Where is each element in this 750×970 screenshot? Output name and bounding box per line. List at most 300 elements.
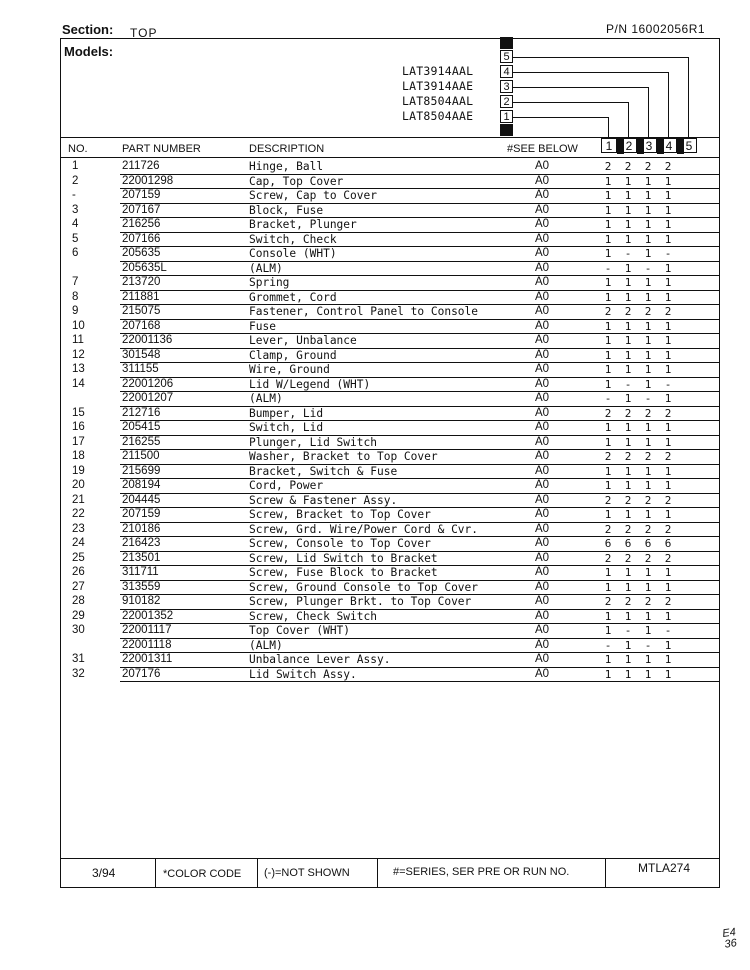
model-quantity: 1 xyxy=(624,261,632,275)
model-quantity: 2 xyxy=(604,406,612,420)
model-quantity: 1 xyxy=(664,638,672,652)
model-quantity: - xyxy=(624,247,632,260)
model-quantity: 1 xyxy=(664,334,672,347)
footer-doc-code: MTLA274 xyxy=(638,861,691,875)
model-quantity: 2 xyxy=(644,493,652,507)
part-description: Lid W/Legend (WHT) xyxy=(249,377,371,391)
part-number: 22001117 xyxy=(122,624,172,636)
model-connector xyxy=(513,57,688,58)
item-number: 31 xyxy=(72,653,85,665)
col-no-header: NO. xyxy=(68,143,88,155)
part-description: Fastener, Control Panel to Console xyxy=(249,305,479,318)
part-description: Screw, Ground Console to Top Cover xyxy=(249,580,479,594)
model-connector xyxy=(608,117,609,137)
part-description: Bumper, Lid xyxy=(249,406,324,420)
part-description: Wire, Ground xyxy=(249,363,330,376)
model-quantity: 1 xyxy=(664,232,672,246)
section-label: Section: xyxy=(62,22,114,37)
model-quantity: - xyxy=(604,392,612,405)
model-quantity: 1 xyxy=(644,319,652,333)
model-quantity: 1 xyxy=(644,609,652,623)
model-quantity: 1 xyxy=(624,348,632,362)
model-quantity: 6 xyxy=(604,537,612,550)
item-number: 18 xyxy=(72,450,85,462)
item-number: 17 xyxy=(72,435,85,448)
part-number: 216256 xyxy=(122,218,161,230)
model-quantity: 1 xyxy=(604,174,612,188)
model-box: 4 xyxy=(500,65,513,78)
part-number: 910182 xyxy=(122,595,161,607)
part-description: Switch, Lid xyxy=(249,421,324,434)
item-number: - xyxy=(72,189,76,201)
see-below-code: A0 xyxy=(535,667,550,680)
model-quantity: 6 xyxy=(624,537,632,550)
model-quantity: 6 xyxy=(664,537,672,550)
model-quantity: 2 xyxy=(624,551,632,565)
model-quantity: 1 xyxy=(644,276,652,289)
model-quantity: - xyxy=(604,638,612,652)
model-name: LAT3914AAL xyxy=(402,64,474,78)
model-quantity: 1 xyxy=(624,290,632,304)
model-quantity: 1 xyxy=(664,276,672,289)
model-quantity: 2 xyxy=(664,522,672,536)
part-number: 205415 xyxy=(122,421,161,433)
model-quantity: 1 xyxy=(624,566,632,579)
footer-color-code: *COLOR CODE xyxy=(163,868,242,880)
part-number: 207176 xyxy=(122,667,161,680)
col-part-number-header: PART NUMBER xyxy=(122,143,201,155)
part-number: 207159 xyxy=(122,508,161,520)
model-quantity: 2 xyxy=(624,595,632,608)
see-below-code: A0 xyxy=(535,174,550,187)
model-quantity: 2 xyxy=(644,305,652,318)
see-below-code: A0 xyxy=(535,232,550,245)
part-description: Screw, Grd. Wire/Power Cord & Cvr. xyxy=(249,522,479,536)
model-box: 2 xyxy=(500,95,513,108)
model-quantity: 2 xyxy=(604,493,612,507)
see-below-code: A0 xyxy=(535,537,550,549)
model-quantity: 1 xyxy=(604,667,612,681)
model-quantity: 1 xyxy=(624,174,632,188)
model-quantity: 2 xyxy=(664,160,672,173)
see-below-code: A0 xyxy=(535,450,550,462)
footer-top-rule xyxy=(60,858,720,859)
model-quantity: 2 xyxy=(664,493,672,507)
item-number: 21 xyxy=(72,493,85,506)
model-quantity: 1 xyxy=(604,319,612,333)
model-connector xyxy=(688,57,689,137)
model-quantity: 2 xyxy=(624,305,632,318)
see-below-code: A0 xyxy=(535,493,550,506)
model-quantity: 2 xyxy=(604,551,612,565)
model-quantity: 1 xyxy=(664,203,672,217)
part-number: 216423 xyxy=(122,537,161,549)
model-quantity: 1 xyxy=(664,319,672,333)
header-bottom-rule xyxy=(60,157,720,158)
model-quantity: 1 xyxy=(604,189,612,202)
see-below-code: A0 xyxy=(535,276,550,288)
see-below-code: A0 xyxy=(535,435,550,448)
model-quantity: 1 xyxy=(624,508,632,521)
part-number: 216255 xyxy=(122,435,161,448)
item-number: 15 xyxy=(72,406,85,419)
model-quantity: 1 xyxy=(604,609,612,623)
model-connector xyxy=(513,72,668,73)
model-box: 3 xyxy=(500,80,513,93)
model-quantity: 2 xyxy=(644,595,652,608)
model-quantity: 2 xyxy=(644,160,652,173)
item-number: 30 xyxy=(72,624,85,636)
item-number: 14 xyxy=(72,377,85,390)
model-quantity: 1 xyxy=(604,290,612,304)
part-number: 212716 xyxy=(122,406,161,419)
part-number: 22001207 xyxy=(122,392,174,404)
model-quantity: 1 xyxy=(664,508,672,521)
part-number: 22001298 xyxy=(122,174,174,187)
part-number: 215075 xyxy=(122,305,161,317)
model-quantity: 2 xyxy=(624,493,632,507)
model-quantity: - xyxy=(664,377,672,391)
see-below-code: A0 xyxy=(535,261,550,274)
see-below-code: A0 xyxy=(535,218,550,230)
part-description: Screw, Plunger Brkt. to Top Cover xyxy=(249,595,472,608)
item-number: 2 xyxy=(72,174,79,187)
model-quantity: 1 xyxy=(644,290,652,304)
model-quantity: 2 xyxy=(604,160,612,173)
model-quantity: 2 xyxy=(644,406,652,420)
model-connector xyxy=(628,102,629,137)
model-quantity: 1 xyxy=(644,218,652,231)
see-below-code: A0 xyxy=(535,319,550,332)
model-quantity: 1 xyxy=(644,580,652,594)
see-below-code: A0 xyxy=(535,334,550,346)
part-number: 22001352 xyxy=(122,609,174,622)
part-description: (ALM) xyxy=(249,261,283,275)
part-description: Screw, Bracket to Top Cover xyxy=(249,508,431,521)
part-number: 22001206 xyxy=(122,377,174,390)
col-see-below-header: #SEE BELOW xyxy=(507,143,578,155)
footer-date: 3/94 xyxy=(92,866,116,880)
footer-series-note: #=SERIES, SER PRE OR RUN NO. xyxy=(393,866,570,878)
see-below-code: A0 xyxy=(535,580,550,593)
model-quantity: 2 xyxy=(664,450,672,463)
model-quantity: 1 xyxy=(604,508,612,521)
model-name: LAT8504AAE xyxy=(402,109,474,123)
part-description: Plunger, Lid Switch xyxy=(249,435,377,449)
part-description: Lever, Unbalance xyxy=(249,334,357,347)
footer-divider xyxy=(605,858,606,888)
item-number: 29 xyxy=(72,609,85,622)
model-quantity: - xyxy=(624,624,632,637)
model-column-header: 1 xyxy=(601,138,617,153)
item-number: 32 xyxy=(72,667,85,680)
model-connector xyxy=(513,87,648,88)
model-quantity: 2 xyxy=(604,450,612,463)
see-below-code: A0 xyxy=(535,653,550,665)
part-number: 311155 xyxy=(122,363,159,375)
model-quantity: 1 xyxy=(624,479,632,492)
part-number: 207168 xyxy=(122,319,161,332)
model-quantity: - xyxy=(644,261,652,275)
model-quantity: 1 xyxy=(624,276,632,289)
item-number: 5 xyxy=(72,232,79,245)
item-number: 7 xyxy=(72,276,79,288)
model-quantity: 2 xyxy=(664,551,672,565)
see-below-code: A0 xyxy=(535,464,550,477)
item-number: 1 xyxy=(72,160,79,172)
model-box: 5 xyxy=(500,50,513,63)
model-quantity: 1 xyxy=(604,435,612,449)
model-quantity: 1 xyxy=(664,392,672,405)
part-description: Screw, Fuse Block to Bracket xyxy=(249,566,438,579)
model-quantity: 1 xyxy=(664,464,672,478)
model-quantity: 2 xyxy=(664,305,672,318)
part-description: Screw, Cap to Cover xyxy=(249,189,377,202)
model-column-header: 2 xyxy=(621,138,637,153)
model-quantity: 1 xyxy=(624,435,632,449)
item-number: 10 xyxy=(72,319,85,332)
model-quantity: - xyxy=(664,247,672,260)
model-quantity: 1 xyxy=(664,363,672,376)
see-below-code: A0 xyxy=(535,189,550,201)
item-number: 22 xyxy=(72,508,85,520)
model-quantity: 1 xyxy=(604,653,612,666)
part-number: 22001136 xyxy=(122,334,173,346)
see-below-code: A0 xyxy=(535,363,550,375)
part-description: Fuse xyxy=(249,319,276,333)
see-below-code: A0 xyxy=(535,624,550,636)
model-quantity: 1 xyxy=(644,653,652,666)
model-quantity: 1 xyxy=(604,203,612,217)
part-number: 211881 xyxy=(122,290,160,303)
see-below-code: A0 xyxy=(535,160,550,172)
model-quantity: 2 xyxy=(604,305,612,318)
model-quantity: 1 xyxy=(604,247,612,260)
part-description: Screw & Fastener Assy. xyxy=(249,493,398,507)
model-quantity: 1 xyxy=(644,421,652,434)
model-quantity: 1 xyxy=(604,276,612,289)
model-quantity: 1 xyxy=(604,363,612,376)
part-number: 204445 xyxy=(122,493,161,506)
part-description: Lid Switch Assy. xyxy=(249,667,357,681)
part-description: Grommet, Cord xyxy=(249,290,337,304)
model-quantity: 2 xyxy=(644,522,652,536)
model-quantity: 1 xyxy=(664,421,672,434)
part-number: 22001118 xyxy=(122,638,172,651)
model-quantity: 1 xyxy=(604,348,612,362)
model-column-header: 3 xyxy=(641,138,657,153)
see-below-code: A0 xyxy=(535,203,550,216)
part-description: (ALM) xyxy=(249,638,283,652)
model-quantity: 1 xyxy=(644,435,652,449)
part-list-number: P/N 16002056R1 xyxy=(606,22,706,36)
item-number: 28 xyxy=(72,595,85,607)
model-quantity: 1 xyxy=(604,624,612,637)
model-name: LAT3914AAE xyxy=(402,79,474,93)
part-description: Hinge, Ball xyxy=(249,160,324,173)
see-below-code: A0 xyxy=(535,421,550,433)
page-mark: E4 36 xyxy=(721,926,738,951)
model-quantity: 1 xyxy=(644,203,652,217)
model-quantity: 1 xyxy=(604,232,612,246)
part-number: 313559 xyxy=(122,580,161,593)
model-quantity: 2 xyxy=(624,406,632,420)
model-quantity: 2 xyxy=(624,450,632,463)
model-quantity: 1 xyxy=(664,348,672,362)
model-quantity: 1 xyxy=(664,653,672,666)
item-number: 11 xyxy=(72,334,84,346)
model-quantity: 1 xyxy=(644,189,652,202)
model-quantity: 1 xyxy=(624,421,632,434)
model-box: 1 xyxy=(500,110,513,123)
model-quantity: 1 xyxy=(664,566,672,579)
model-quantity: 1 xyxy=(624,334,632,347)
part-number: 207166 xyxy=(122,232,161,245)
model-quantity: 1 xyxy=(624,653,632,666)
model-quantity: 1 xyxy=(604,566,612,579)
model-quantity: 2 xyxy=(624,522,632,536)
model-quantity: 1 xyxy=(624,609,632,623)
model-column-header: 5 xyxy=(681,138,697,153)
model-quantity: 1 xyxy=(624,363,632,376)
part-number: 211726 xyxy=(122,160,160,172)
part-number: 205635L xyxy=(122,261,167,274)
model-quantity: 1 xyxy=(644,348,652,362)
model-quantity: 1 xyxy=(644,247,652,260)
part-description: Washer, Bracket to Top Cover xyxy=(249,450,438,463)
item-number: 4 xyxy=(72,218,79,230)
part-number: 211500 xyxy=(122,450,160,462)
model-quantity: 1 xyxy=(644,624,652,637)
model-quantity: 6 xyxy=(644,537,652,550)
item-number: 3 xyxy=(72,203,79,216)
model-quantity: 1 xyxy=(664,189,672,202)
part-description: Clamp, Ground xyxy=(249,348,337,362)
part-description: Screw, Check Switch xyxy=(249,609,377,623)
part-description: (ALM) xyxy=(249,392,283,405)
see-below-code: A0 xyxy=(535,392,550,404)
model-quantity: - xyxy=(664,624,672,637)
model-quantity: 1 xyxy=(604,464,612,478)
model-quantity: 1 xyxy=(664,580,672,594)
model-quantity: 1 xyxy=(664,174,672,188)
model-quantity: 1 xyxy=(664,435,672,449)
item-number: 26 xyxy=(72,566,85,578)
part-number: 311711 xyxy=(122,566,159,578)
see-below-code: A0 xyxy=(535,290,550,303)
model-quantity: 2 xyxy=(664,406,672,420)
see-below-code: A0 xyxy=(535,595,550,607)
model-quantity: 1 xyxy=(644,377,652,391)
item-number: 8 xyxy=(72,290,79,303)
part-number: 207167 xyxy=(122,203,161,216)
see-below-code: A0 xyxy=(535,247,550,259)
model-quantity: 2 xyxy=(624,160,632,173)
see-below-code: A0 xyxy=(535,522,550,535)
part-description: Switch, Check xyxy=(249,232,337,246)
model-quantity: 1 xyxy=(624,580,632,594)
section-value: TOP xyxy=(130,26,158,40)
see-below-code: A0 xyxy=(535,508,550,520)
part-number: 301548 xyxy=(122,348,161,361)
footer-divider xyxy=(377,858,378,888)
model-quantity: 2 xyxy=(644,450,652,463)
model-quantity: 1 xyxy=(644,508,652,521)
item-number: 23 xyxy=(72,522,85,535)
model-connector xyxy=(648,87,649,137)
model-quantity: 1 xyxy=(624,203,632,217)
part-description: Screw, Lid Switch to Bracket xyxy=(249,551,438,565)
footer-not-shown: (-)=NOT SHOWN xyxy=(264,867,350,879)
part-description: Spring xyxy=(249,276,290,289)
model-quantity: 1 xyxy=(644,334,652,347)
model-key-strip xyxy=(500,37,513,49)
see-below-code: A0 xyxy=(535,377,550,390)
item-number: 13 xyxy=(72,363,85,375)
model-quantity: 1 xyxy=(624,319,632,333)
model-quantity: 1 xyxy=(664,609,672,623)
part-description: Bracket, Plunger xyxy=(249,218,357,231)
model-quantity: - xyxy=(624,377,632,391)
model-quantity: 1 xyxy=(624,638,632,652)
item-number: 19 xyxy=(72,464,85,477)
footer-divider xyxy=(257,858,258,888)
model-quantity: 1 xyxy=(624,232,632,246)
part-description: Unbalance Lever Assy. xyxy=(249,653,391,666)
model-quantity: 1 xyxy=(664,479,672,492)
part-number: 205635 xyxy=(122,247,161,259)
item-number: 12 xyxy=(72,348,85,361)
model-quantity: 1 xyxy=(604,479,612,492)
model-quantity: 2 xyxy=(664,595,672,608)
model-quantity: 1 xyxy=(604,218,612,231)
model-quantity: 2 xyxy=(604,595,612,608)
footer-divider xyxy=(155,858,156,888)
model-quantity: 1 xyxy=(604,377,612,391)
model-quantity: 1 xyxy=(644,479,652,492)
model-quantity: 1 xyxy=(604,421,612,434)
model-quantity: 1 xyxy=(664,218,672,231)
model-quantity: 2 xyxy=(644,551,652,565)
model-quantity: - xyxy=(644,638,652,652)
item-number: 25 xyxy=(72,551,85,564)
see-below-code: A0 xyxy=(535,479,550,491)
item-number: 24 xyxy=(72,537,85,549)
model-quantity: 1 xyxy=(624,218,632,231)
part-number: 213501 xyxy=(122,551,161,564)
model-quantity: 1 xyxy=(624,392,632,405)
item-number: 6 xyxy=(72,247,79,259)
part-description: Cord, Power xyxy=(249,479,324,492)
models-label: Models: xyxy=(64,44,114,59)
model-key-strip xyxy=(500,124,513,136)
col-description-header: DESCRIPTION xyxy=(249,143,325,155)
part-number: 213720 xyxy=(122,276,161,288)
model-connector xyxy=(513,102,628,103)
part-number: 208194 xyxy=(122,479,161,491)
part-description: Cap, Top Cover xyxy=(249,174,344,188)
part-number: 215699 xyxy=(122,464,161,477)
model-quantity: 1 xyxy=(644,464,652,478)
see-below-code: A0 xyxy=(535,406,550,419)
model-quantity: 1 xyxy=(644,363,652,376)
model-quantity: 1 xyxy=(644,566,652,579)
item-number: 20 xyxy=(72,479,85,491)
part-number: 210186 xyxy=(122,522,161,535)
part-description: Console (WHT) xyxy=(249,247,337,260)
part-description: Top Cover (WHT) xyxy=(249,624,351,637)
model-quantity: 1 xyxy=(624,464,632,478)
